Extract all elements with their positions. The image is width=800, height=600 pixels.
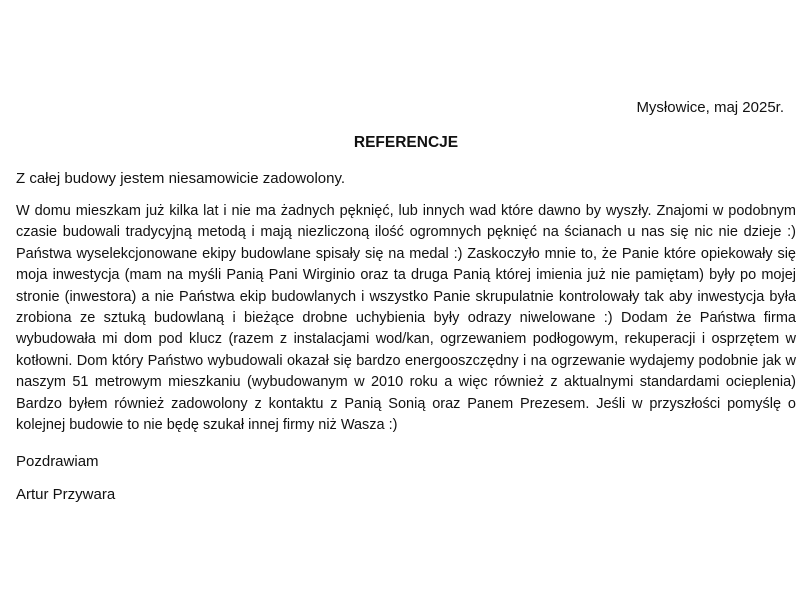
document-title: REFERENCJE — [353, 134, 459, 151]
intro-paragraph: Z całej budowy jestem niesamowicie zadowolony. — [16, 170, 346, 187]
signature-name: Artur Przywara — [16, 486, 116, 503]
body-paragraph: W domu mieszkam już kilka lat i nie ma żadnych pęknięć, lub innych wad które dawno by wyszły. Znajomi w podobnym czasie budowali tradycyjną metodą i mają niezliczoną ilość ogromnych pęknięć na ścianach u nas się nic nie dzieje :) Państwa wyselekcjonowane ekipy budowlane spisały się na medal :) Zaskoczyło mnie to, że Panie które opiekowały się moja inwestycja (mam na myśli Panią Pani Wirginio oraz ta druga Panią której imienia już nie pamiętam) były po mojej stronie (inwestora) a nie Państwa ekip budowlanych i wszystko Panie skrupulatnie kontrolowały tak aby inwestycja była zrobiona ze sztuką budowlaną i bieżące drobne uchybienia były odrazy niwelowane :) Dodam że Państwa firma wybudowała mi dom pod klucz (razem z instalacjami wod/kan, ogrzewaniem podłogowym, rekuperacji i osprzętem w kotłowni. Dom który Państwo wybudowali okazał się bardzo energooszczędny i na ogrzewanie wydajemy podobnie jak w naszym 51 metrowym mieszkaniu (wybudowanym w 2010 roku a więc również z aktualnymi standardami ocieplenia) Bardzo byłem również zadowolony z kontaktu z Panią Sonią oraz Panem Prezesem. Jeśli w przyszłości pomyślę o kolejnej budowie to nie będę szukał innej firmy niż Wasza :) — [16, 203, 796, 434]
closing-greeting: Pozdrawiam — [16, 453, 99, 470]
place-date: Mysłowice, maj 2025r. — [636, 99, 784, 116]
